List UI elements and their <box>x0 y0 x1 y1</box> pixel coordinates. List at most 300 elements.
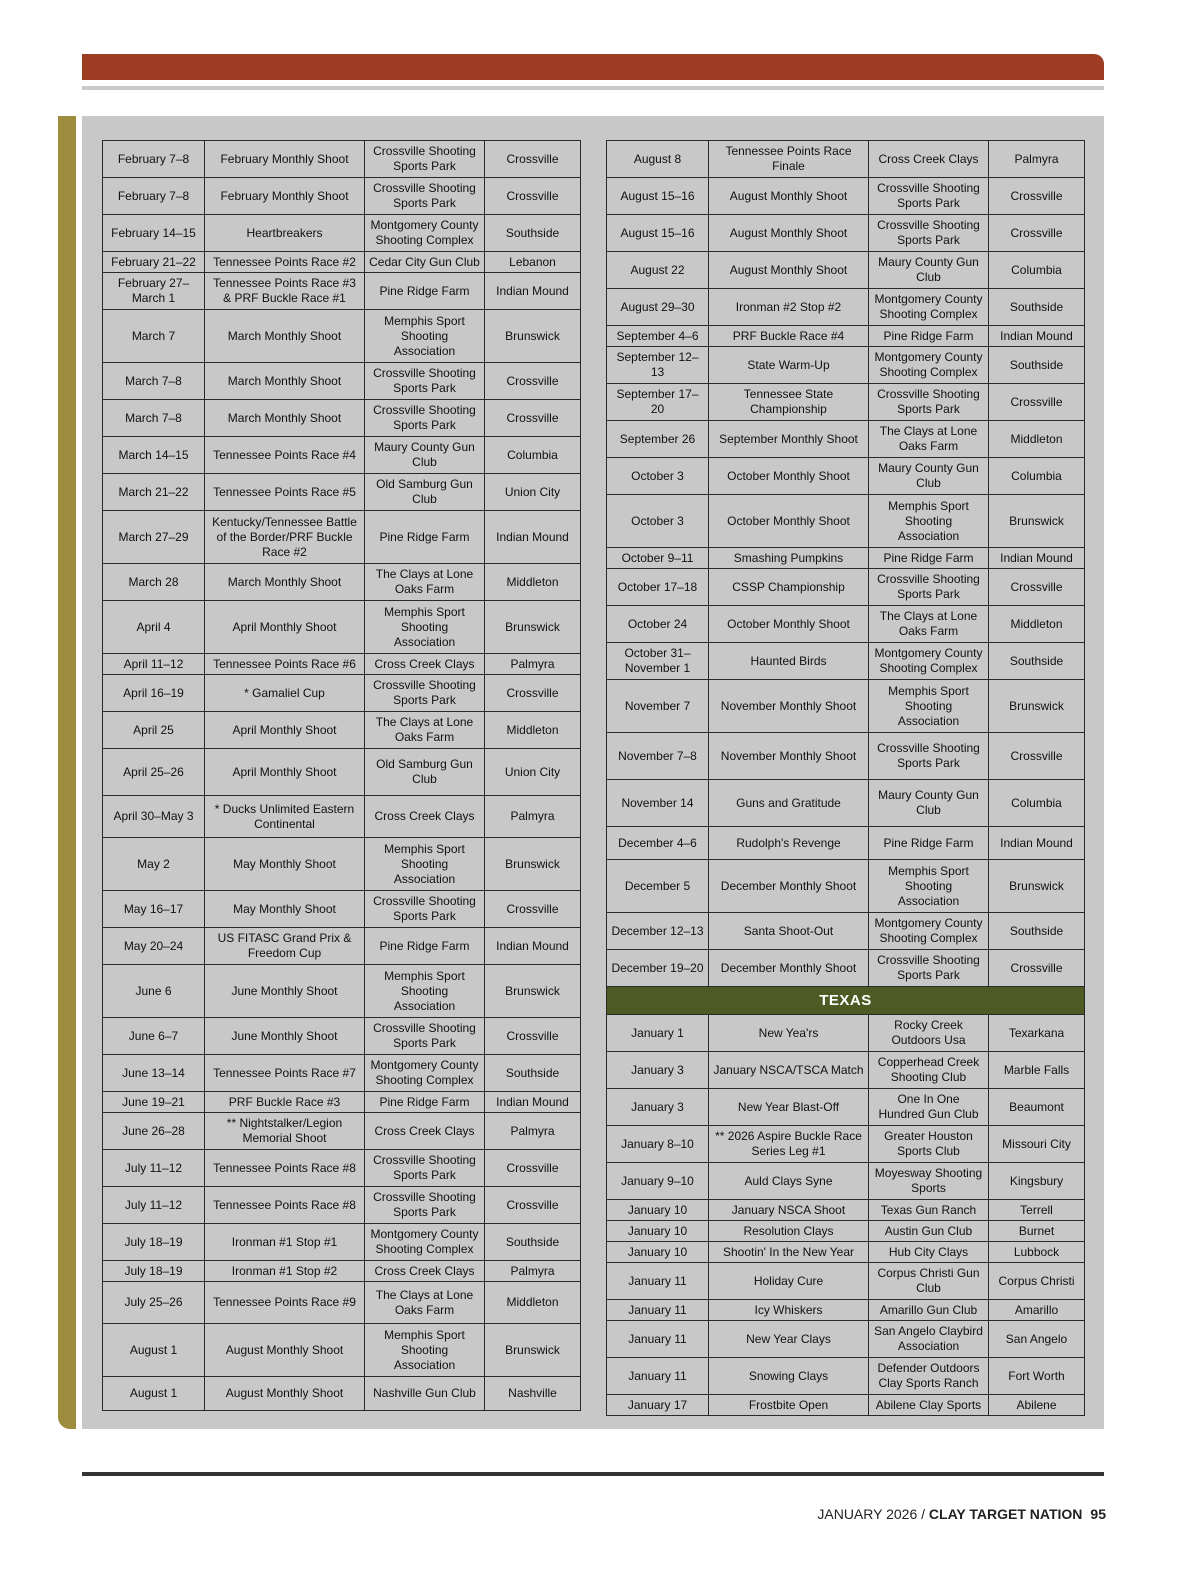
event-date-cell: April 4 <box>103 601 205 654</box>
event-date-cell: August 29–30 <box>607 289 709 326</box>
event-date-cell: January 11 <box>607 1321 709 1358</box>
event-event-cell: August Monthly Shoot <box>205 1324 365 1377</box>
event-date-cell: October 31–November 1 <box>607 643 709 680</box>
event-event-cell: Resolution Clays <box>709 1221 869 1242</box>
event-venue-cell: Austin Gun Club <box>869 1221 989 1242</box>
event-date-cell: February 14–15 <box>103 215 205 252</box>
event-venue-cell: Crossville Shooting Sports Park <box>365 141 485 178</box>
event-date-cell: March 28 <box>103 564 205 601</box>
event-venue-cell: Memphis Sport Shooting Association <box>869 860 989 913</box>
table-row <box>103 310 581 363</box>
event-venue-cell: Memphis Sport Shooting Association <box>365 1324 485 1377</box>
event-venue-cell: Crossville Shooting Sports Park <box>869 950 989 987</box>
event-city-cell: Southside <box>989 347 1085 384</box>
event-city-cell: Southside <box>989 913 1085 950</box>
table-row <box>607 347 1085 384</box>
event-city-cell: Burnet <box>989 1221 1085 1242</box>
event-date-cell: January 10 <box>607 1221 709 1242</box>
event-date-cell: May 2 <box>103 838 205 891</box>
event-event-cell: April Monthly Shoot <box>205 749 365 796</box>
event-event-cell: New Year Clays <box>709 1321 869 1358</box>
event-venue-cell: Rocky Creek Outdoors Usa <box>869 1015 989 1052</box>
event-event-cell: Shootin' In the New Year <box>709 1242 869 1263</box>
event-event-cell: June Monthly Shoot <box>205 965 365 1018</box>
event-event-cell: March Monthly Shoot <box>205 363 365 400</box>
event-city-cell: Missouri City <box>989 1126 1085 1163</box>
event-date-cell: March 7 <box>103 310 205 363</box>
event-venue-cell: Crossville Shooting Sports Park <box>869 569 989 606</box>
table-row <box>607 733 1085 780</box>
table-row <box>103 1055 581 1092</box>
event-venue-cell: The Clays at Lone Oaks Farm <box>365 1282 485 1324</box>
table-row <box>103 601 581 654</box>
event-venue-cell: Crossville Shooting Sports Park <box>869 215 989 252</box>
event-venue-cell: Pine Ridge Farm <box>365 511 485 564</box>
event-date-cell: October 24 <box>607 606 709 643</box>
event-venue-cell: Maury County Gun Club <box>869 252 989 289</box>
event-city-cell: Southside <box>989 643 1085 680</box>
event-event-cell: March Monthly Shoot <box>205 564 365 601</box>
event-event-cell: February Monthly Shoot <box>205 178 365 215</box>
event-event-cell: Tennessee Points Race #3 & PRF Buckle Race #1 <box>205 273 365 310</box>
event-city-cell: Crossville <box>989 733 1085 780</box>
event-venue-cell: Old Samburg Gun Club <box>365 749 485 796</box>
event-city-cell: Terrell <box>989 1200 1085 1221</box>
event-date-cell: March 7–8 <box>103 363 205 400</box>
event-date-cell: August 8 <box>607 141 709 178</box>
event-event-cell: Tennessee Points Race #7 <box>205 1055 365 1092</box>
event-city-cell: Nashville <box>485 1377 581 1411</box>
event-city-cell: Southside <box>485 1224 581 1261</box>
event-event-cell: Icy Whiskers <box>709 1300 869 1321</box>
event-date-cell: April 11–12 <box>103 654 205 675</box>
event-date-cell: March 21–22 <box>103 474 205 511</box>
event-event-cell: Holiday Cure <box>709 1263 869 1300</box>
event-city-cell: Indian Mound <box>989 827 1085 860</box>
event-city-cell: Columbia <box>989 458 1085 495</box>
event-date-cell: April 25 <box>103 712 205 749</box>
event-event-cell: ** Nightstalker/Legion Memorial Shoot <box>205 1113 365 1150</box>
event-city-cell: Indian Mound <box>485 273 581 310</box>
event-date-cell: November 7–8 <box>607 733 709 780</box>
event-city-cell: Crossville <box>485 1018 581 1055</box>
table-row <box>607 1126 1085 1163</box>
event-date-cell: August 22 <box>607 252 709 289</box>
event-event-cell: Frostbite Open <box>709 1395 869 1416</box>
event-city-cell: Crossville <box>989 950 1085 987</box>
event-date-cell: December 12–13 <box>607 913 709 950</box>
header-color-bar <box>82 54 1104 80</box>
event-date-cell: April 16–19 <box>103 675 205 712</box>
event-venue-cell: Montgomery County Shooting Complex <box>365 1224 485 1261</box>
table-row <box>103 1224 581 1261</box>
table-row <box>103 1324 581 1377</box>
table-row <box>607 1163 1085 1200</box>
event-venue-cell: Cedar City Gun Club <box>365 252 485 273</box>
event-city-cell: Palmyra <box>485 796 581 838</box>
event-city-cell: Palmyra <box>989 141 1085 178</box>
event-venue-cell: Greater Houston Sports Club <box>869 1126 989 1163</box>
event-event-cell: Tennessee Points Race #9 <box>205 1282 365 1324</box>
event-venue-cell: Cross Creek Clays <box>869 141 989 178</box>
event-event-cell: Smashing Pumpkins <box>709 548 869 569</box>
event-date-cell: September 17–20 <box>607 384 709 421</box>
table-row <box>607 495 1085 548</box>
event-event-cell: PRF Buckle Race #3 <box>205 1092 365 1113</box>
event-date-cell: August 1 <box>103 1324 205 1377</box>
event-date-cell: February 7–8 <box>103 178 205 215</box>
event-venue-cell: Old Samburg Gun Club <box>365 474 485 511</box>
event-venue-cell: Memphis Sport Shooting Association <box>869 495 989 548</box>
table-row <box>607 252 1085 289</box>
event-venue-cell: The Clays at Lone Oaks Farm <box>869 421 989 458</box>
table-row <box>607 421 1085 458</box>
event-city-cell: Palmyra <box>485 1261 581 1282</box>
event-venue-cell: Crossville Shooting Sports Park <box>869 733 989 780</box>
event-venue-cell: Montgomery County Shooting Complex <box>869 347 989 384</box>
event-date-cell: January 17 <box>607 1395 709 1416</box>
event-event-cell: March Monthly Shoot <box>205 310 365 363</box>
footer-rule <box>82 1472 1104 1476</box>
table-row <box>607 860 1085 913</box>
event-city-cell: Columbia <box>989 252 1085 289</box>
event-event-cell: May Monthly Shoot <box>205 838 365 891</box>
table-row <box>607 1052 1085 1089</box>
event-date-cell: September 26 <box>607 421 709 458</box>
event-venue-cell: Crossville Shooting Sports Park <box>365 178 485 215</box>
event-city-cell: Southside <box>485 1055 581 1092</box>
table-row <box>607 780 1085 827</box>
table-row <box>103 1150 581 1187</box>
event-date-cell: March 27–29 <box>103 511 205 564</box>
event-venue-cell: Crossville Shooting Sports Park <box>365 1018 485 1055</box>
event-venue-cell: Pine Ridge Farm <box>365 1092 485 1113</box>
event-date-cell: July 11–12 <box>103 1150 205 1187</box>
table-row <box>103 511 581 564</box>
event-date-cell: June 26–28 <box>103 1113 205 1150</box>
event-event-cell: February Monthly Shoot <box>205 141 365 178</box>
event-venue-cell: Crossville Shooting Sports Park <box>365 1150 485 1187</box>
table-row <box>103 712 581 749</box>
header-rule <box>82 86 1104 90</box>
event-venue-cell: Texas Gun Ranch <box>869 1200 989 1221</box>
table-row <box>607 606 1085 643</box>
event-event-cell: CSSP Championship <box>709 569 869 606</box>
event-venue-cell: Memphis Sport Shooting Association <box>365 310 485 363</box>
table-row <box>607 289 1085 326</box>
event-city-cell: Brunswick <box>485 838 581 891</box>
table-row <box>607 141 1085 178</box>
event-venue-cell: One In One Hundred Gun Club <box>869 1089 989 1126</box>
event-date-cell: March 7–8 <box>103 400 205 437</box>
table-row <box>607 458 1085 495</box>
event-venue-cell: Hub City Clays <box>869 1242 989 1263</box>
table-row <box>103 400 581 437</box>
event-date-cell: February 27–March 1 <box>103 273 205 310</box>
event-event-cell: Kentucky/Tennessee Battle of the Border/PRF Buckle Race #2 <box>205 511 365 564</box>
event-date-cell: January 3 <box>607 1052 709 1089</box>
event-date-cell: September 4–6 <box>607 326 709 347</box>
table-row <box>607 680 1085 733</box>
event-venue-cell: Cross Creek Clays <box>365 1261 485 1282</box>
event-date-cell: June 13–14 <box>103 1055 205 1092</box>
event-date-cell: January 9–10 <box>607 1163 709 1200</box>
event-city-cell: Crossville <box>485 891 581 928</box>
event-date-cell: January 10 <box>607 1242 709 1263</box>
event-city-cell: Fort Worth <box>989 1358 1085 1395</box>
table-row <box>103 437 581 474</box>
event-venue-cell: Crossville Shooting Sports Park <box>365 400 485 437</box>
event-event-cell: Tennessee Points Race #6 <box>205 654 365 675</box>
event-event-cell: Ironman #2 Stop #2 <box>709 289 869 326</box>
table-row <box>103 749 581 796</box>
event-date-cell: July 18–19 <box>103 1224 205 1261</box>
event-venue-cell: Defender Outdoors Clay Sports Ranch <box>869 1358 989 1395</box>
event-event-cell: November Monthly Shoot <box>709 733 869 780</box>
event-city-cell: Indian Mound <box>485 928 581 965</box>
event-city-cell: Brunswick <box>989 495 1085 548</box>
table-row <box>607 1300 1085 1321</box>
event-city-cell: Crossville <box>485 400 581 437</box>
event-date-cell: January 10 <box>607 1200 709 1221</box>
event-date-cell: January 11 <box>607 1263 709 1300</box>
table-row <box>607 1089 1085 1126</box>
event-city-cell: Middleton <box>485 1282 581 1324</box>
event-date-cell: November 7 <box>607 680 709 733</box>
event-event-cell: Heartbreakers <box>205 215 365 252</box>
table-row <box>103 796 581 838</box>
event-date-cell: September 12–13 <box>607 347 709 384</box>
table-row <box>607 569 1085 606</box>
event-event-cell: Ironman #1 Stop #2 <box>205 1261 365 1282</box>
table-row <box>607 1242 1085 1263</box>
event-venue-cell: Nashville Gun Club <box>365 1377 485 1411</box>
table-row <box>103 1377 581 1411</box>
event-event-cell: New Yea'rs <box>709 1015 869 1052</box>
event-date-cell: January 8–10 <box>607 1126 709 1163</box>
event-venue-cell: Cross Creek Clays <box>365 654 485 675</box>
event-venue-cell: Maury County Gun Club <box>365 437 485 474</box>
table-row <box>607 215 1085 252</box>
event-event-cell: June Monthly Shoot <box>205 1018 365 1055</box>
event-venue-cell: Pine Ridge Farm <box>869 827 989 860</box>
table-row <box>103 1187 581 1224</box>
event-city-cell: Indian Mound <box>989 326 1085 347</box>
event-venue-cell: Montgomery County Shooting Complex <box>869 643 989 680</box>
table-row <box>103 1092 581 1113</box>
event-venue-cell: Crossville Shooting Sports Park <box>365 891 485 928</box>
event-venue-cell: Crossville Shooting Sports Park <box>365 675 485 712</box>
event-date-cell: July 11–12 <box>103 1187 205 1224</box>
table-row <box>607 384 1085 421</box>
event-event-cell: ** 2026 Aspire Buckle Race Series Leg #1 <box>709 1126 869 1163</box>
event-city-cell: Lebanon <box>485 252 581 273</box>
table-row <box>103 1261 581 1282</box>
event-venue-cell: The Clays at Lone Oaks Farm <box>365 712 485 749</box>
table-row <box>103 891 581 928</box>
event-city-cell: Middleton <box>989 606 1085 643</box>
event-city-cell: Palmyra <box>485 1113 581 1150</box>
event-venue-cell: Crossville Shooting Sports Park <box>365 363 485 400</box>
event-city-cell: Middleton <box>485 564 581 601</box>
event-city-cell: Middleton <box>485 712 581 749</box>
event-date-cell: July 18–19 <box>103 1261 205 1282</box>
event-date-cell: October 3 <box>607 495 709 548</box>
table-row <box>103 675 581 712</box>
event-venue-cell: Memphis Sport Shooting Association <box>365 838 485 891</box>
event-event-cell: Ironman #1 Stop #1 <box>205 1224 365 1261</box>
table-row <box>103 965 581 1018</box>
event-city-cell: Texarkana <box>989 1015 1085 1052</box>
event-event-cell: State Warm-Up <box>709 347 869 384</box>
event-venue-cell: San Angelo Claybird Association <box>869 1321 989 1358</box>
event-city-cell: Middleton <box>989 421 1085 458</box>
event-event-cell: Tennessee Points Race #5 <box>205 474 365 511</box>
event-venue-cell: Amarillo Gun Club <box>869 1300 989 1321</box>
event-venue-cell: Montgomery County Shooting Complex <box>869 289 989 326</box>
event-city-cell: Crossville <box>485 675 581 712</box>
table-row <box>103 654 581 675</box>
table-row <box>607 950 1085 987</box>
event-event-cell: April Monthly Shoot <box>205 601 365 654</box>
event-city-cell: Brunswick <box>989 680 1085 733</box>
table-row <box>103 564 581 601</box>
event-event-cell: Tennessee State Championship <box>709 384 869 421</box>
event-venue-cell: Memphis Sport Shooting Association <box>365 965 485 1018</box>
event-venue-cell: Abilene Clay Sports <box>869 1395 989 1416</box>
event-date-cell: June 6 <box>103 965 205 1018</box>
table-row <box>103 141 581 178</box>
table-row <box>103 252 581 273</box>
event-city-cell: Marble Falls <box>989 1052 1085 1089</box>
table-row <box>607 326 1085 347</box>
schedule-table-left <box>102 140 581 1411</box>
page-footer <box>817 1506 1106 1522</box>
table-row <box>607 178 1085 215</box>
event-date-cell: April 30–May 3 <box>103 796 205 838</box>
table-row <box>607 643 1085 680</box>
event-event-cell: Snowing Clays <box>709 1358 869 1395</box>
event-city-cell: Corpus Christi <box>989 1263 1085 1300</box>
table-row <box>103 273 581 310</box>
event-event-cell: PRF Buckle Race #4 <box>709 326 869 347</box>
event-date-cell: January 1 <box>607 1015 709 1052</box>
event-city-cell: Abilene <box>989 1395 1085 1416</box>
event-venue-cell: Crossville Shooting Sports Park <box>869 384 989 421</box>
event-venue-cell: Crossville Shooting Sports Park <box>869 178 989 215</box>
event-city-cell: Lubbock <box>989 1242 1085 1263</box>
event-date-cell: March 14–15 <box>103 437 205 474</box>
event-venue-cell: Pine Ridge Farm <box>869 548 989 569</box>
event-event-cell: Tennessee Points Race #4 <box>205 437 365 474</box>
table-row <box>607 1358 1085 1395</box>
event-event-cell: Rudolph's Revenge <box>709 827 869 860</box>
event-event-cell: October Monthly Shoot <box>709 606 869 643</box>
event-city-cell: Crossville <box>485 141 581 178</box>
event-date-cell: February 7–8 <box>103 141 205 178</box>
table-row <box>607 1200 1085 1221</box>
event-city-cell: Southside <box>485 215 581 252</box>
event-event-cell: New Year Blast-Off <box>709 1089 869 1126</box>
event-city-cell: Southside <box>989 289 1085 326</box>
event-event-cell: Tennessee Points Race #8 <box>205 1150 365 1187</box>
event-venue-cell: The Clays at Lone Oaks Farm <box>869 606 989 643</box>
event-event-cell: March Monthly Shoot <box>205 400 365 437</box>
event-venue-cell: Pine Ridge Farm <box>365 928 485 965</box>
table-row <box>607 913 1085 950</box>
table-row <box>607 827 1085 860</box>
event-venue-cell: Cross Creek Clays <box>365 1113 485 1150</box>
event-city-cell: Indian Mound <box>989 548 1085 569</box>
event-event-cell: September Monthly Shoot <box>709 421 869 458</box>
schedule-table-right <box>606 140 1085 1416</box>
event-event-cell: May Monthly Shoot <box>205 891 365 928</box>
event-date-cell: February 21–22 <box>103 252 205 273</box>
event-city-cell: Union City <box>485 474 581 511</box>
event-city-cell: Crossville <box>485 1187 581 1224</box>
event-event-cell: Haunted Birds <box>709 643 869 680</box>
event-event-cell: August Monthly Shoot <box>709 215 869 252</box>
event-venue-cell: Montgomery County Shooting Complex <box>365 1055 485 1092</box>
event-venue-cell: Montgomery County Shooting Complex <box>869 913 989 950</box>
event-event-cell: Tennessee Points Race #2 <box>205 252 365 273</box>
event-city-cell: Amarillo <box>989 1300 1085 1321</box>
page-number: 95 <box>1090 1506 1106 1522</box>
event-city-cell: Columbia <box>485 437 581 474</box>
event-date-cell: January 11 <box>607 1300 709 1321</box>
event-event-cell: * Gamaliel Cup <box>205 675 365 712</box>
event-venue-cell: Crossville Shooting Sports Park <box>365 1187 485 1224</box>
event-date-cell: June 6–7 <box>103 1018 205 1055</box>
event-venue-cell: Pine Ridge Farm <box>365 273 485 310</box>
event-event-cell: October Monthly Shoot <box>709 495 869 548</box>
event-date-cell: July 25–26 <box>103 1282 205 1324</box>
event-venue-cell: Maury County Gun Club <box>869 458 989 495</box>
event-event-cell: August Monthly Shoot <box>205 1377 365 1411</box>
event-date-cell: December 5 <box>607 860 709 913</box>
event-city-cell: Brunswick <box>485 310 581 363</box>
event-event-cell: December Monthly Shoot <box>709 860 869 913</box>
event-event-cell: Tennessee Points Race #8 <box>205 1187 365 1224</box>
table-row <box>607 1221 1085 1242</box>
event-venue-cell: Maury County Gun Club <box>869 780 989 827</box>
event-date-cell: May 16–17 <box>103 891 205 928</box>
event-date-cell: April 25–26 <box>103 749 205 796</box>
event-date-cell: October 9–11 <box>607 548 709 569</box>
event-date-cell: January 11 <box>607 1358 709 1395</box>
event-city-cell: Indian Mound <box>485 511 581 564</box>
table-row <box>607 1263 1085 1300</box>
table-row <box>103 178 581 215</box>
event-venue-cell: Memphis Sport Shooting Association <box>365 601 485 654</box>
event-city-cell: Union City <box>485 749 581 796</box>
event-city-cell: Kingsbury <box>989 1163 1085 1200</box>
event-venue-cell: Cross Creek Clays <box>365 796 485 838</box>
event-event-cell: January NSCA/TSCA Match <box>709 1052 869 1089</box>
table-row <box>103 215 581 252</box>
event-event-cell: US FITASC Grand Prix & Freedom Cup <box>205 928 365 965</box>
event-event-cell: Auld Clays Syne <box>709 1163 869 1200</box>
event-city-cell: Crossville <box>485 363 581 400</box>
table-row <box>607 1015 1085 1052</box>
state-header-row <box>607 987 1085 1015</box>
table-row <box>607 1321 1085 1358</box>
event-city-cell: Crossville <box>989 569 1085 606</box>
state-header-texas: TEXAS <box>607 987 1085 1015</box>
event-event-cell: Guns and Gratitude <box>709 780 869 827</box>
event-date-cell: August 15–16 <box>607 215 709 252</box>
event-city-cell: Beaumont <box>989 1089 1085 1126</box>
